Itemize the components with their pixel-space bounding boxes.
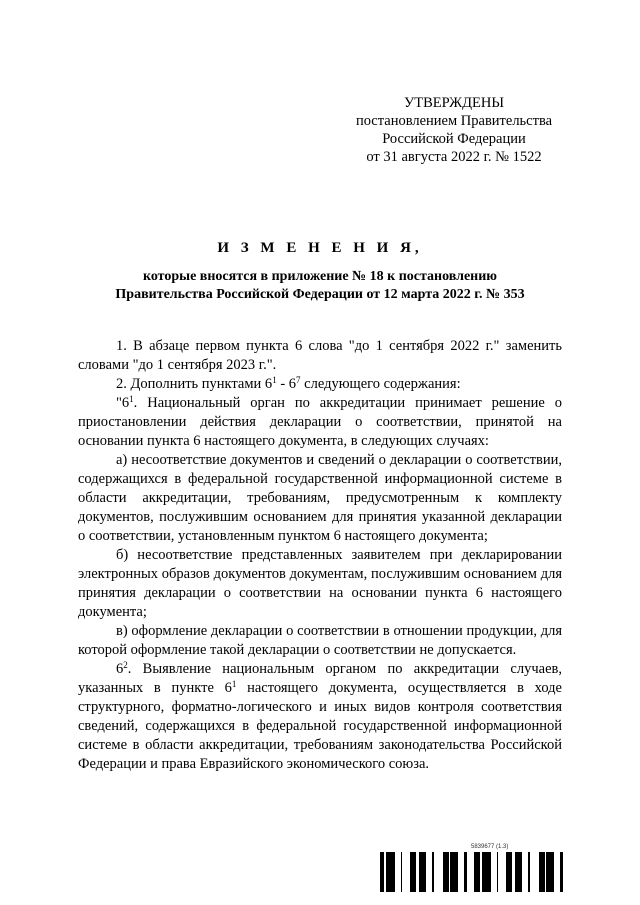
barcode-bar	[392, 852, 395, 892]
barcode-bar	[455, 852, 456, 892]
text-run: 6	[116, 661, 124, 677]
subtitle-line: которые вносятся в приложение № 18 к постановлению	[142, 269, 498, 284]
barcode-bar	[420, 852, 422, 892]
barcode-bar	[486, 852, 488, 892]
barcode-image	[380, 852, 570, 892]
barcode-bar	[444, 852, 446, 892]
paragraph-5: б) несоответствие представленных заявителем при декларировании электронных образов документов документам, послужившим основанием для принятия декларации о соответствии на основании пункта 6 настоящего документа;	[78, 547, 562, 620]
approval-date: от 31 августа 2022 г. № 1522	[366, 149, 542, 165]
barcode-bar	[386, 852, 389, 892]
barcode-bar	[482, 852, 485, 892]
barcode-bar	[446, 852, 449, 892]
text-run: 2. Дополнить пунктами 6	[116, 376, 273, 392]
text-run: "6	[116, 395, 130, 411]
approval-stamp	[330, 94, 578, 166]
superscript: 1	[272, 375, 277, 385]
superscript: 1	[231, 679, 237, 689]
barcode-bar	[485, 852, 486, 892]
paragraph-7	[78, 660, 562, 774]
text-run: настоящего документа, осуществляется в ходе структурного, форматно-логического и иных видов контроля соответствия сведений, содержащихся в федеральной государственной информационной системе в области аккредитации, требованиям законодательства Российской Федерации и права Евразийского экономического союза.	[78, 680, 562, 772]
barcode-bar	[414, 852, 416, 892]
barcode-bar	[539, 852, 540, 892]
barcode-bar	[479, 852, 480, 892]
barcode-bar	[380, 852, 383, 892]
document-heading	[60, 238, 580, 304]
document-subtitle	[60, 268, 580, 304]
paragraph-3	[78, 394, 562, 451]
barcode-bar	[401, 852, 402, 892]
barcode-bar	[422, 852, 425, 892]
barcode-bar	[540, 852, 542, 892]
document-body	[78, 337, 562, 774]
barcode-bar	[506, 852, 509, 892]
barcode-bar	[456, 852, 458, 892]
approval-line: Российской Федерации	[382, 131, 526, 147]
barcode-bar	[383, 852, 384, 892]
barcode-bar	[450, 852, 452, 892]
barcode-bar	[542, 852, 545, 892]
barcode-bar	[443, 852, 444, 892]
approval-line: постановлением Правительства	[355, 113, 553, 129]
text-run: - 6	[276, 376, 297, 392]
barcode-bar	[488, 852, 491, 892]
barcode-bar	[546, 852, 548, 892]
text-run: . Национальный орган по аккредитации принимает решение о приостановлении действия декларации о соответствии, принятой на основании пункта 6 настоящего документа, в следующих случаях:	[78, 395, 562, 449]
barcode-bar	[528, 852, 530, 892]
paragraph-4: а) несоответствие документов и сведений о декларации о соответствии, содержащихся в федеральной государственной информационной системе в области аккредитации, требованиям, предусмотренным к комплекту документов, послужившим основанием для принятия указанной декларации о соответствии, установленным пунктом 6 настоящего документа;	[78, 452, 562, 544]
barcode-bar	[548, 852, 551, 892]
paragraph-1: 1. В абзаце первом пункта 6 слова "до 1 сентября 2022 г." заменить словами "до 1 сентября 2023 г.".	[78, 338, 562, 373]
barcode-bar	[413, 852, 414, 892]
superscript: 2	[123, 660, 128, 670]
barcode-bar	[552, 852, 554, 892]
barcode-bar	[521, 852, 522, 892]
barcode-bar	[390, 852, 392, 892]
document-code: 5839677 (1.3)	[471, 844, 509, 850]
barcode-bar	[432, 852, 434, 892]
barcode-bar	[551, 852, 552, 892]
paragraph-2	[78, 375, 562, 394]
barcode-bar	[419, 852, 420, 892]
document-title: И З М Е Н Е Н И Я,	[217, 240, 423, 256]
barcode-bar	[560, 852, 563, 892]
barcode-bar	[518, 852, 521, 892]
barcode-bar	[464, 852, 467, 892]
text-run: следующего содержания:	[300, 376, 461, 392]
paragraph-6: в) оформление декларации о соответствии в отношении продукции, для которой оформление такой декларации о соответствии не допускается.	[78, 623, 562, 658]
barcode-bar	[497, 852, 498, 892]
barcode-bar	[515, 852, 516, 892]
barcode-bar	[474, 852, 476, 892]
superscript: 1	[129, 394, 134, 404]
text-run: . Выявление национальным органом по аккредитации случаев, указанных в пункте 6	[78, 661, 562, 696]
barcode-bar	[476, 852, 479, 892]
approval-title: УТВЕРЖДЕНЫ	[403, 95, 505, 111]
superscript: 7	[296, 375, 301, 385]
barcode-bar	[425, 852, 426, 892]
barcode-bar	[509, 852, 510, 892]
subtitle-line: Правительства Российской Федерации от 12 марта 2022 г. № 353	[115, 287, 525, 302]
barcode-bar	[510, 852, 512, 892]
barcode-bar	[516, 852, 518, 892]
barcode-bar	[410, 852, 413, 892]
barcode-bar	[389, 852, 390, 892]
barcode-bar	[452, 852, 455, 892]
